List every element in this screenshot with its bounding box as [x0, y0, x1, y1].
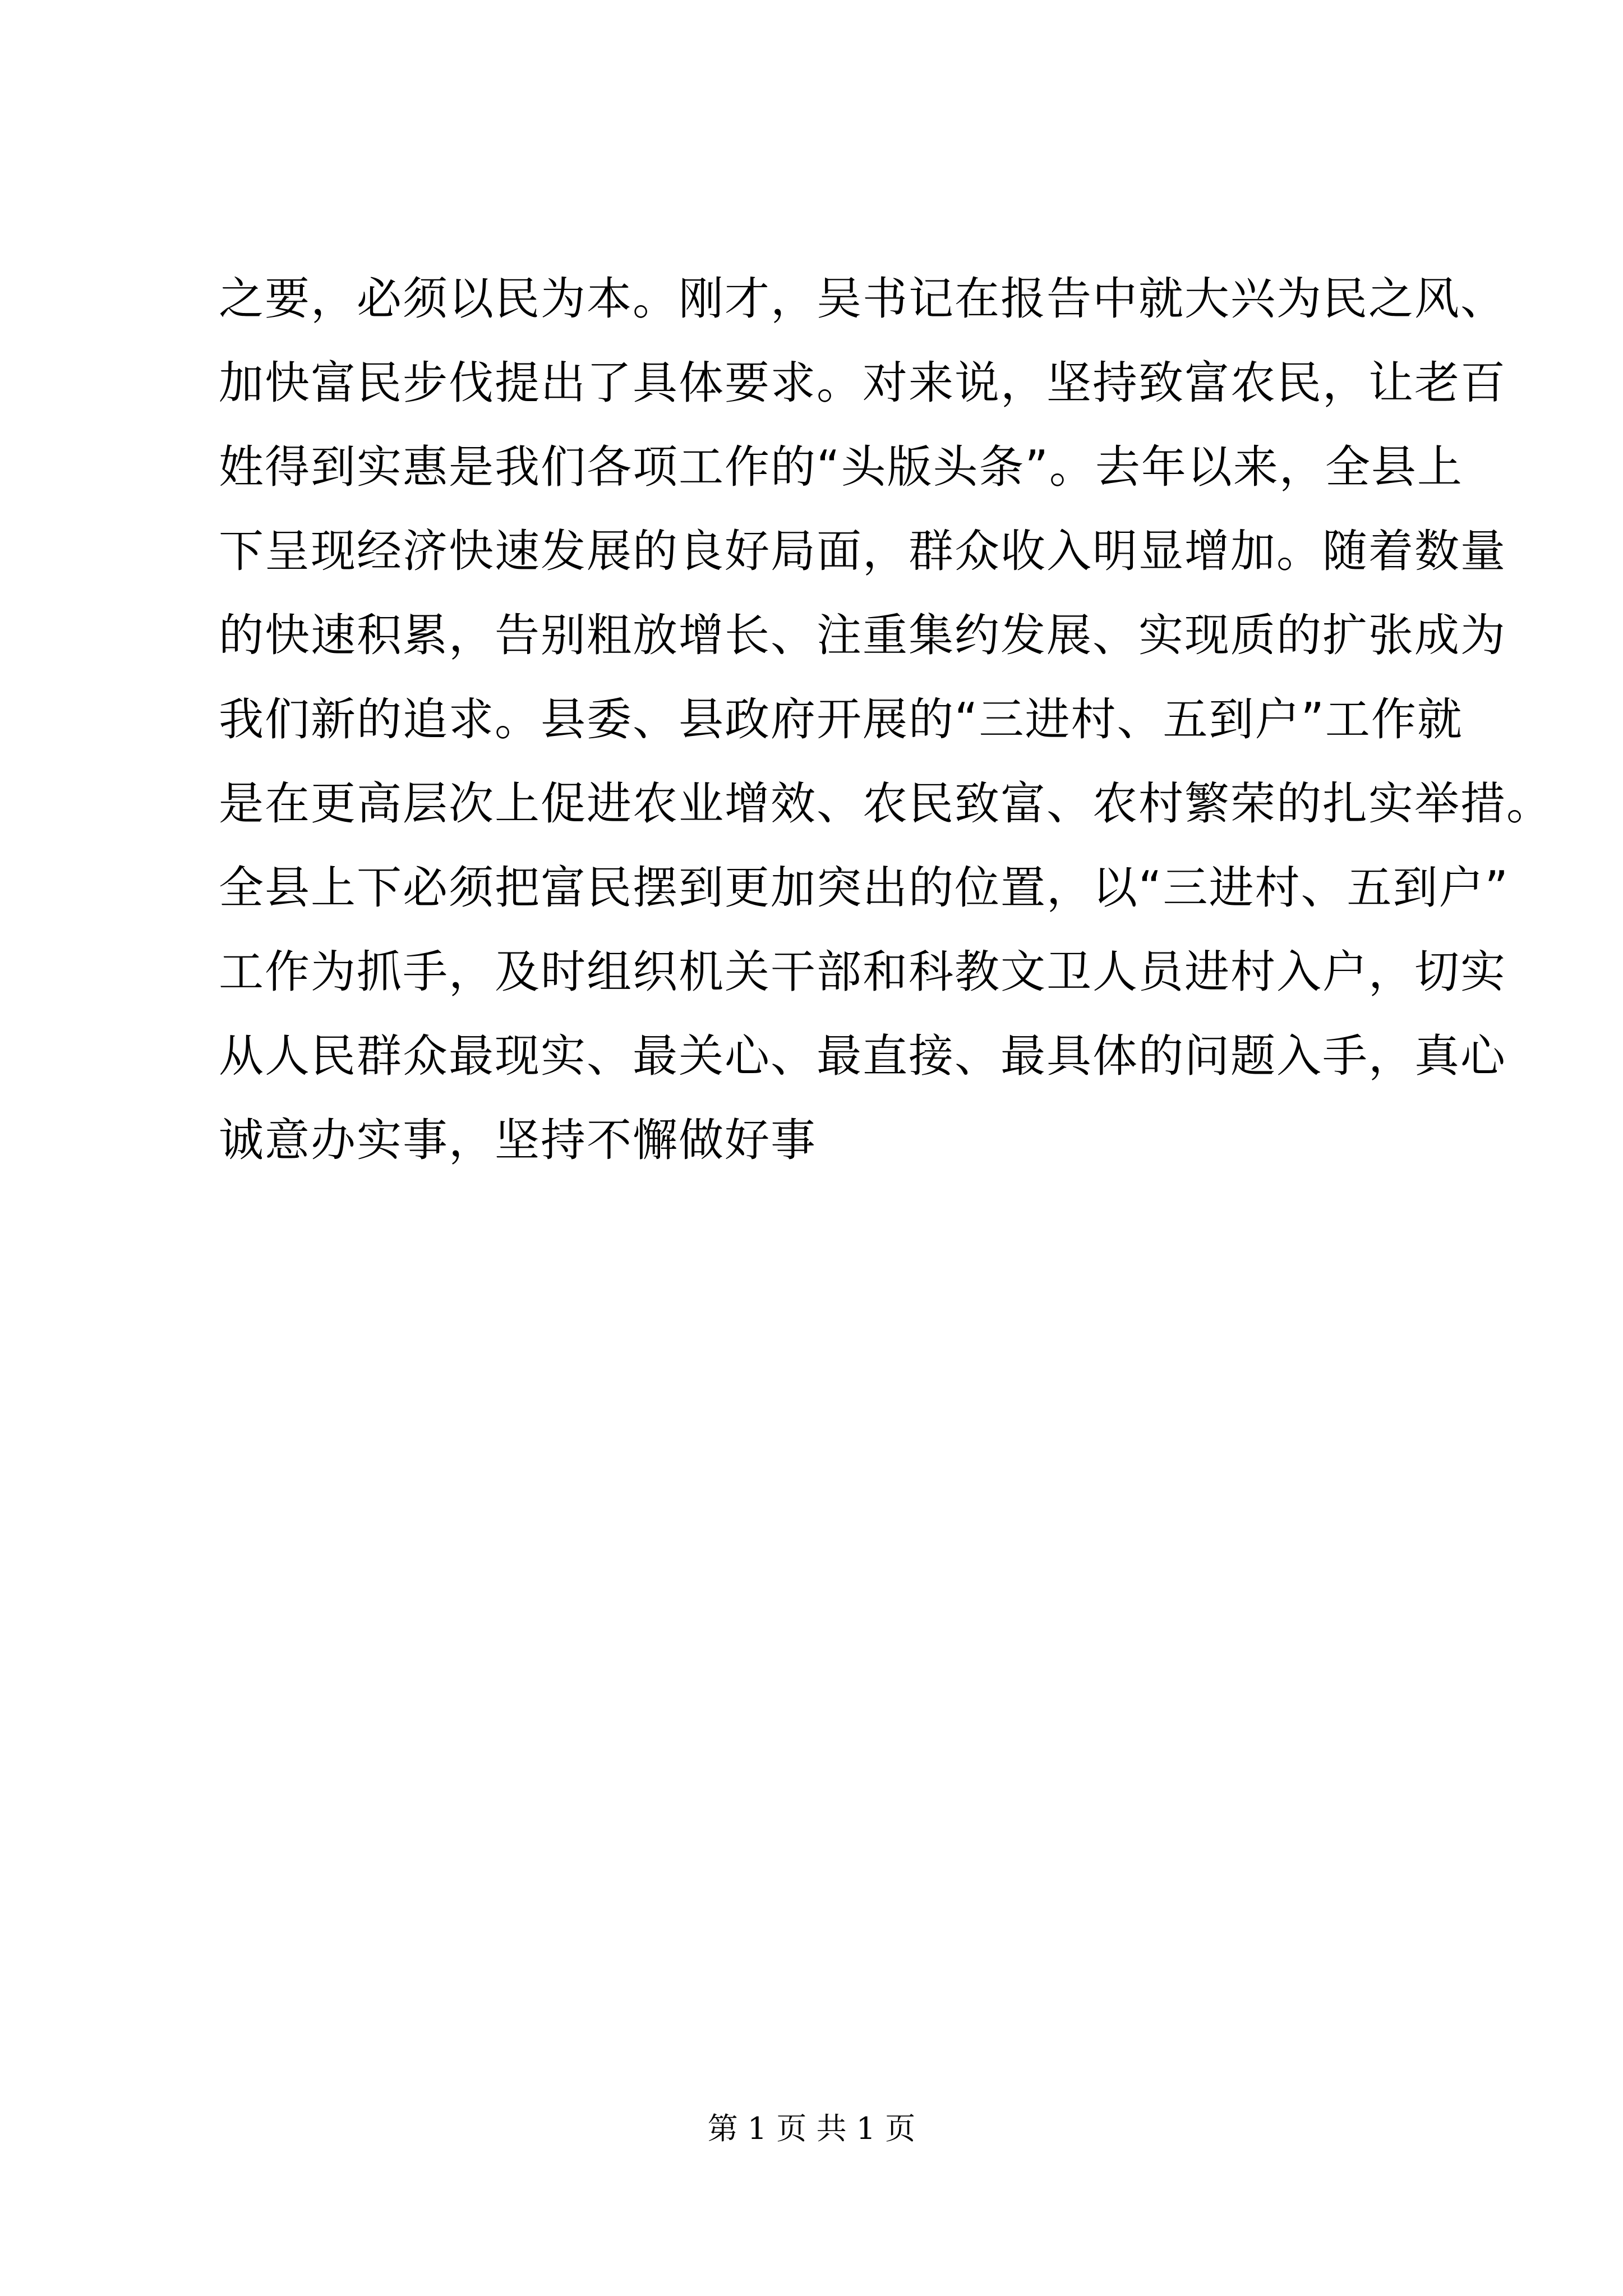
text-line: 加快富民步伐提出了具体要求。对来说，坚持致富农民，让老百 — [219, 357, 1506, 409]
text-line: 全县上下必须把富民摆到更加突出的位置，以“三进村、五到户” — [219, 862, 1509, 914]
text-line: 之要，必须以民为本。刚才，吴书记在报告中就大兴为民之风、 — [219, 273, 1506, 325]
text-line: 的快速积累，告别粗放增长、注重集约发展、实现质的扩张成为 — [219, 609, 1506, 661]
text-line: 诚意办实事，坚持不懈做好事 — [219, 1114, 817, 1166]
text-line: 是在更高层次上促进农业增效、农民致富、农村繁荣的扎实举措。 — [219, 777, 1552, 830]
body-paragraph — [219, 257, 1552, 1182]
text-line: 工作为抓手，及时组织机关干部和科教文卫人员进村入户，切实 — [219, 946, 1506, 998]
page-footer: 第 1 页 共 1 页 — [707, 2111, 916, 2146]
text-line: 姓得到实惠是我们各项工作的“头版头条”。去年以来，全县上 — [219, 441, 1463, 493]
text-line: 我们新的追求。县委、县政府开展的“三进村、五到户”工作就 — [219, 693, 1463, 746]
text-line: 下呈现经济快速发展的良好局面，群众收入明显增加。随着数量 — [219, 525, 1506, 577]
text-line: 从人民群众最现实、最关心、最直接、最具体的问题入手，真心 — [219, 1030, 1506, 1082]
